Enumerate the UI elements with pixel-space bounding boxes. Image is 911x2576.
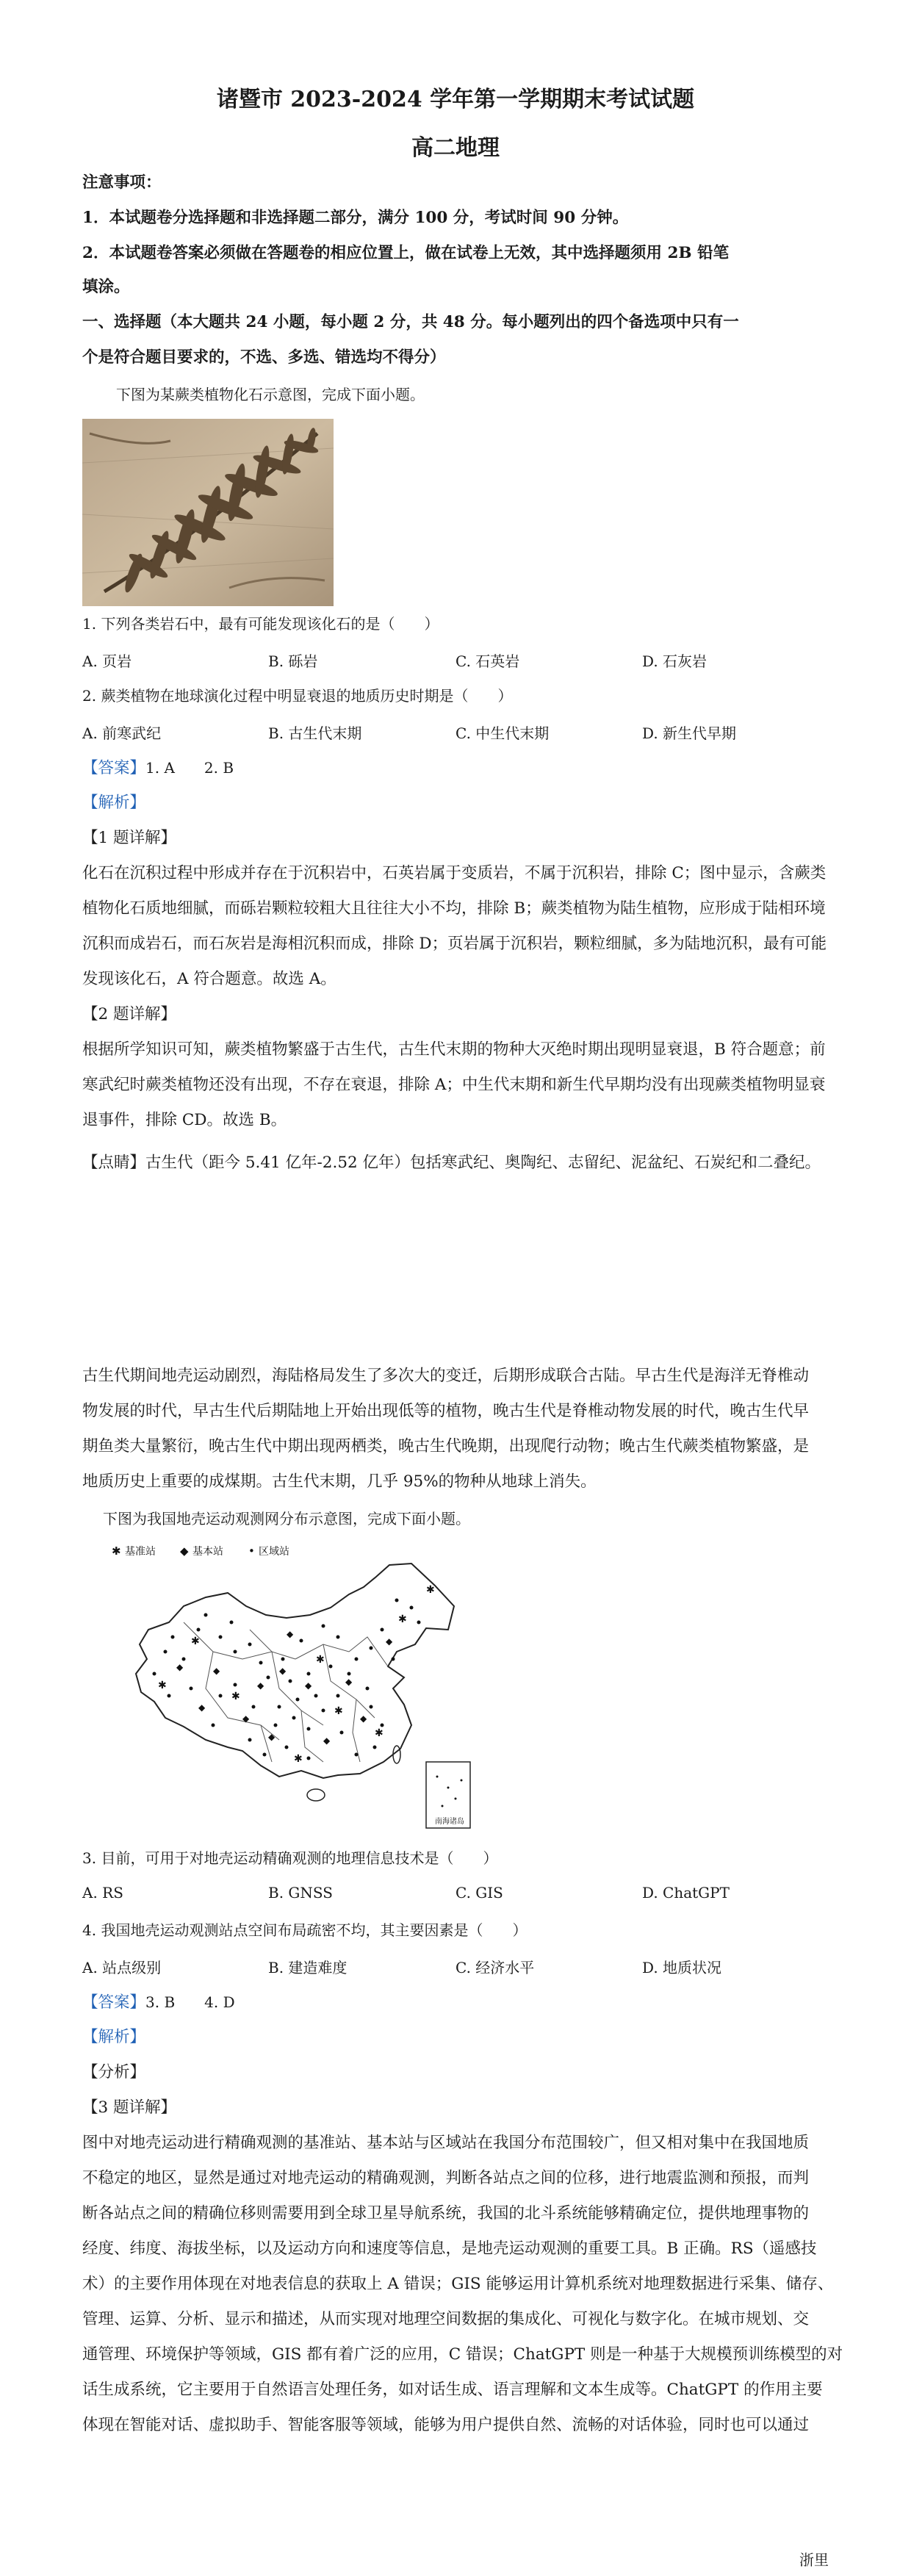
reference-station-star-icon: ✱ — [158, 1680, 167, 1691]
q2-option-a: A. 前寒武纪 — [82, 724, 162, 742]
detail3-line: 话生成系统，它主要用于自然语言处理任务，如对话生成、语言理解和文本生成等。ChatGPT 的作用主要 — [82, 2381, 823, 2399]
group1-intro: 下图为某蕨类植物化石示意图，完成下面小题。 — [116, 386, 425, 403]
q3-option-a: A. RS — [82, 1884, 123, 1902]
legend-reference: 基准站 — [125, 1546, 156, 1558]
q1-option-a: A. 页岩 — [82, 652, 132, 670]
basic-station-diamond-icon: ◆ — [360, 1713, 367, 1724]
detail3-line: 通管理、环境保护等领域，GIS 都有着广泛的应用，C 错误；ChatGPT 则是一种基于大规模预训练模型的对 — [82, 2345, 843, 2364]
detail1-line: 沉积而成岩石，而石灰岩是海相沉积而成，排除 D；页岩属于沉积岩，颗粒细腻，多为陆地沉积，最有可能 — [82, 935, 827, 953]
q4-option-d: D. 地质状况 — [642, 1959, 722, 1976]
inset-label: 南海诸岛 — [435, 1818, 464, 1826]
q2-option-b: B. 古生代末期 — [268, 724, 362, 742]
section-heading-a: 一、选择题（本大题共 24 小题，每小题 2 分，共 48 分。每小题列出的四个备选项中只有一 — [82, 313, 739, 331]
notes-item-1: 1．本试题卷分选择题和非选择题二部分，满分 100 分，考试时间 90 分钟。 — [82, 209, 629, 227]
fern-fossil-drawing — [82, 419, 334, 606]
detail3-line: 术）的主要作用体现在对地表信息的获取上 A 错误；GIS 能够运用计算机系统对地理数据进行采集、储存、 — [82, 2275, 834, 2293]
province-borders — [184, 1622, 388, 1762]
q1-option-d: D. 石灰岩 — [642, 652, 707, 670]
basic-station-diamond-icon: ◆ — [386, 1636, 393, 1647]
q1-option-c: C. 石英岩 — [455, 652, 520, 670]
q4-option-b: B. 建造难度 — [268, 1959, 348, 1976]
basic-station-diamond-icon: ◆ — [213, 1666, 220, 1676]
legend-basic: 基本站 — [192, 1546, 223, 1558]
basic-station-diamond-icon: ◆ — [176, 1662, 184, 1672]
legend-regional: 区域站 — [259, 1546, 289, 1558]
detail1-line: 化石在沉积过程中形成并存在于沉积岩中，石英岩属于变质岩，不属于沉积岩，排除 C；图中显示，含蕨类 — [82, 864, 827, 882]
q4-option-c: C. 经济水平 — [455, 1959, 535, 1976]
basic-station-diamond-icon: ◆ — [287, 1629, 294, 1639]
south-china-sea-islands — [436, 1776, 463, 1807]
reference-station-star-icon: ✱ — [294, 1753, 303, 1765]
continuation-line: 物发展的时代，早古生代后期陆地上开始出现低等的植物，晚古生代是脊椎动物发展的时代，晚古生代早 — [82, 1402, 810, 1420]
q2-stem: 2. 蕨类植物在地球演化过程中明显衰退的地质历史时期是（ ） — [82, 687, 513, 705]
answer-row-2 — [82, 1990, 829, 2015]
q3-option-d: D. ChatGPT — [642, 1884, 730, 1902]
reference-station-star-icon: ✱ — [426, 1584, 435, 1596]
detail3-line: 管理、运算、分析、显示和描述，从而实现对地理空间数据的集成化、可视化与数字化。在城市规划、交 — [82, 2310, 810, 2328]
legend-basic-diamond-icon: ◆ — [180, 1544, 189, 1558]
answer-text: 3. B 4. D — [145, 1993, 235, 2011]
detail1-line: 植物化石质地细腻，而砾岩颗粒较粗大且往往大小不均，排除 B；蕨类植物为陆生植物，应形成于陆相环境 — [82, 899, 826, 918]
continuation-line: 地质历史上重要的成煤期。古生代末期，几乎 95%的物种从地球上消失。 — [82, 1472, 597, 1491]
hainan-island — [307, 1789, 325, 1801]
detail2-label: 【2 题详解】 — [82, 1005, 177, 1023]
detail2-line: 退事件，排除 CD。故选 B。 — [82, 1111, 287, 1129]
basic-station-diamond-icon: ◆ — [257, 1680, 264, 1691]
legend-reference-star-icon: ✱ — [112, 1544, 121, 1558]
basic-station-diamond-icon: ◆ — [198, 1702, 206, 1713]
answer-text: 1. A 2. B — [145, 759, 234, 777]
footer-watermark: 浙里 — [799, 2551, 829, 2569]
reference-station-star-icon: ✱ — [375, 1727, 384, 1739]
q3-option-c: C. GIS — [455, 1884, 503, 1902]
page-subtitle: 高二地理 — [411, 135, 500, 161]
detail2-line: 寒武纪时蕨类植物还没有出现，不存在衰退，排除 A；中生代末期和新生代早期均没有出现蕨类植物明显衰 — [82, 1076, 826, 1094]
detail3-line: 体现在智能对话、虚拟助手、智能客服等领域，能够为用户提供自然、流畅的对话体验，同时也可以通过 — [82, 2416, 810, 2434]
detail3-line: 图中对地壳运动进行精确观测的基准站、基本站与区域站在我国分布范围较广，但又相对集中在我国地质 — [82, 2134, 810, 2152]
q4-stem: 4. 我国地壳运动观测站点空间布局疏密不均，其主要因素是（ ） — [82, 1921, 527, 1939]
basic-station-diamond-icon: ◆ — [268, 1732, 276, 1742]
tip-line: 【点睛】古生代（距今 5.41 亿年-2.52 亿年）包括寒武纪、奥陶纪、志留纪、泥盆纪、石炭纪和二叠纪。 — [82, 1154, 821, 1172]
q1-option-b: B. 砾岩 — [268, 652, 318, 670]
q2-option-c: C. 中生代末期 — [455, 724, 550, 742]
basic-station-diamond-icon: ◆ — [323, 1735, 331, 1746]
reference-station-star-icon: ✱ — [316, 1654, 325, 1666]
basic-station-diamond-icon: ◆ — [305, 1680, 312, 1691]
notes-heading: 注意事项： — [82, 173, 162, 192]
fern-fossil-image — [82, 419, 334, 606]
group2-intro: 下图为我国地壳运动观测网分布示意图，完成下面小题。 — [103, 1510, 470, 1528]
detail2-line: 根据所学知识可知，蕨类植物繁盛于古生代，古生代末期的物种大灭绝时期出现明显衰退，B 符合题意；前 — [82, 1040, 826, 1059]
notes-item-2a: 2．本试题卷答案必须做在答题卷的相应位置上，做在试卷上无效，其中选择题须用 2B 铅笔 — [82, 244, 730, 262]
detail3-line: 不稳定的地区，显然是通过对地壳运动的精确观测，判断各站点之间的位移，进行地震监测和预报，而判 — [82, 2169, 810, 2187]
detail1-line: 发现该化石，A 符合题意。故选 A。 — [82, 970, 336, 988]
legend-regional-dot-icon: • — [248, 1544, 255, 1558]
analysis-label: 【解析】 — [82, 2028, 146, 2046]
q3-option-b: B. GNSS — [268, 1884, 333, 1902]
continuation-line: 古生代期间地壳运动剧烈，海陆格局发生了多次大的变迁，后期形成联合古陆。早古生代是海洋无脊椎动 — [82, 1367, 810, 1385]
reference-station-star-icon: ✱ — [231, 1691, 240, 1702]
answer-row-1 — [82, 755, 829, 781]
reference-station-star-icon: ✱ — [334, 1705, 343, 1717]
page-title: 诸暨市 2023-2024 学年第一学期期末考试试题 — [216, 87, 695, 112]
detail3-line: 断各站点之间的精确位移则需要用到全球卫星导航系统，我国的北斗系统能够精确定位，提供地理事物的 — [82, 2204, 810, 2223]
reference-station-star-icon: ✱ — [191, 1636, 200, 1647]
answer-label: 【答案】 — [82, 759, 146, 777]
reference-stations — [158, 1584, 435, 1765]
china-outline — [136, 1564, 454, 1778]
continuation-line: 期鱼类大量繁衍，晚古生代中期出现两栖类，晚古生代晚期，出现爬行动物；晚古生代蕨类植物繁盛，是 — [82, 1437, 810, 1456]
analysis2-label: 【分析】 — [82, 2063, 146, 2082]
basic-stations — [176, 1629, 393, 1746]
q4-option-a: A. 站点级别 — [82, 1959, 162, 1976]
china-observation-map — [103, 1541, 485, 1839]
taiwan-island — [393, 1746, 400, 1763]
q2-option-d: D. 新生代早期 — [642, 724, 737, 742]
detail3-label: 【3 题详解】 — [82, 2098, 177, 2117]
basic-station-diamond-icon: ◆ — [242, 1713, 250, 1724]
basic-station-diamond-icon: ◆ — [279, 1666, 287, 1676]
q3-stem: 3. 目前，可用于对地壳运动精确观测的地理信息技术是（ ） — [82, 1849, 498, 1867]
answer-label: 【答案】 — [82, 1993, 146, 2012]
analysis-label: 【解析】 — [82, 794, 146, 812]
q1-stem: 1. 下列各类岩石中，最有可能发现该化石的是（ ） — [82, 615, 439, 633]
notes-item-2b: 填涂。 — [82, 278, 130, 296]
detail1-label: 【1 题详解】 — [82, 829, 177, 847]
section-heading-b: 个是符合题目要求的，不选、多选、错选均不得分） — [82, 348, 446, 367]
basic-station-diamond-icon: ◆ — [345, 1677, 353, 1687]
reference-station-star-icon: ✱ — [398, 1613, 407, 1625]
map-drawing — [103, 1541, 485, 1839]
detail3-line: 经度、纬度、海拔坐标，以及运动方向和速度等信息，是地壳运动观测的重要工具。B 正确。RS（遥感技 — [82, 2239, 817, 2258]
